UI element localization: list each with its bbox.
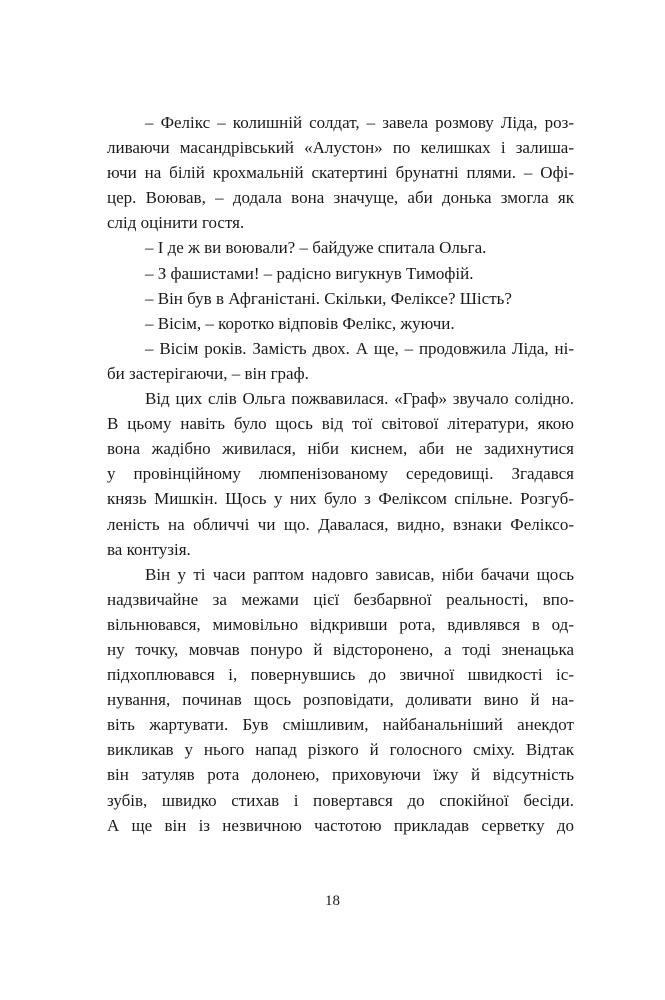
text-line: слід оцінити гостя. xyxy=(107,213,245,233)
text-line: вона жадібно живилася, ніби киснем, аби не задихнутися xyxy=(107,439,574,459)
text-line: він затуляв рота долонею, приховуючи їжу й відсутність xyxy=(107,765,574,785)
text-line: – Вісім, – коротко відповів Фелікс, жуючи. xyxy=(145,313,455,333)
text-line: леність на обличчі чи що. Давалася, видно, взнаки Феліксо- xyxy=(107,514,574,534)
text-line: – Вісім років. Замість двох. А ще, – продовжила Ліда, ні- xyxy=(145,338,574,358)
text-line: надзвичайне за межами цієї безбарвної реальності, впо- xyxy=(107,589,574,609)
text-line: – Фелікс – колишній солдат, – завела розмову Ліда, роз- xyxy=(145,113,574,132)
text-line: – З фашистами! – радісно вигукнув Тимофій. xyxy=(145,263,474,283)
text-line: підхоплювався і, повернувшись до звичної швидкості іс- xyxy=(107,665,574,685)
text-line: Від цих слів Ольга пожвавилася. «Граф» звучало солідно. xyxy=(145,389,574,409)
page-number: 18 xyxy=(325,893,340,909)
text-line: у провінційному люмпенізованому середовищі. Згадався xyxy=(107,464,574,484)
text-line: ну точку, мовчав понуро й відсторонено, а тоді зненацька xyxy=(107,639,574,659)
text-line: вільнювався, мимовільно відкривши рота, вдивлявся в од- xyxy=(107,614,574,634)
text-line: би застерігаючи, – він граф. xyxy=(107,363,309,383)
text-line: ливаючи масандрівський «Алустон» по келишках і залиша- xyxy=(107,138,574,158)
text-line: ва контузія. xyxy=(107,539,191,559)
text-line: Він у ті часи раптом надовго зависав, ніби бачачи щось xyxy=(145,564,574,584)
text-line: викликав у нього напад різкого й голосного сміху. Відтак xyxy=(107,740,574,760)
text-line: нування, починав щось розповідати, доливати вино й на- xyxy=(107,690,574,710)
text-line: князь Мишкін. Щось у них було з Феліксом спільне. Розгуб- xyxy=(107,489,574,509)
body-text xyxy=(107,110,574,838)
text-line: В цьому навіть було щось від тої світової літератури, якою xyxy=(107,414,574,434)
text-line: віть жартувати. Був смішливим, найбанальніший анекдот xyxy=(107,715,574,735)
text-line: А ще він із незвичною частотою прикладав серветку до xyxy=(107,815,574,835)
text-line: – І де ж ви воювали? – байдуже спитала Ольга. xyxy=(145,238,487,258)
text-line: – Він був в Афганістані. Скільки, Феліксе? Шість? xyxy=(145,288,512,308)
text-line: цер. Воював, – додала вона значуще, аби донька змогла як xyxy=(107,188,574,208)
text-line: ючи на білій крохмальній скатертині брунатні плями. – Офі- xyxy=(107,163,574,183)
text-line: зубів, швидко стихав і повертався до спокійної бесіди. xyxy=(107,790,574,810)
